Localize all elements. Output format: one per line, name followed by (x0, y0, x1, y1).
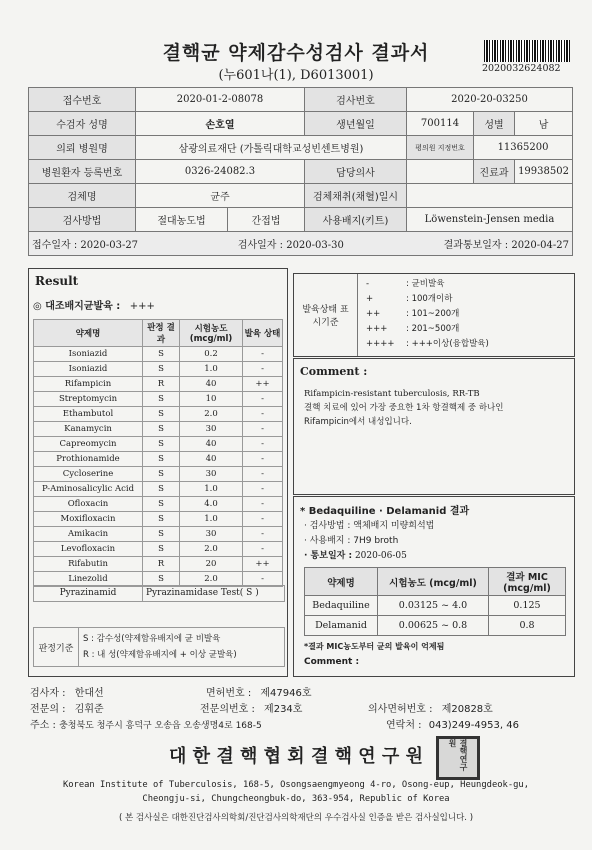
page-title: 결핵균 약제감수성검사 결과서 (162, 42, 430, 64)
result-table (33, 319, 283, 587)
result-row (34, 362, 283, 377)
concentration: 0.2 (180, 347, 243, 362)
bdq-note: *결과 MIC농도부터 균의 발육이 억제됨 (304, 642, 445, 651)
comment-line-1: Rifampicin-resistant tuberculosis, RR-TB (304, 389, 480, 399)
dept-no: 19938502 (515, 160, 573, 184)
growth-state: - (243, 392, 283, 407)
growth-state: - (243, 452, 283, 467)
growth-state: - (243, 497, 283, 512)
growth-meaning: : +++이상(융합발육) (406, 339, 489, 349)
comment-label: Comment : (300, 365, 368, 378)
drug-name: Isoniazid (34, 362, 143, 377)
drug-name: Rifampicin (34, 377, 143, 392)
result-row (34, 407, 283, 422)
criteria-s: S : 감수성(약제함유배지에 균 비발육 (83, 634, 221, 644)
contact-line (386, 716, 519, 731)
mic-value: 0.8 (489, 616, 566, 636)
drug-name: Rifabutin (34, 557, 143, 572)
organization-name: 대 한 결 핵 협 회 결 핵 연 구 원 (169, 746, 423, 767)
growth-legend-item (366, 337, 489, 352)
growth-value: +++ (129, 301, 155, 312)
concentration: 10 (180, 392, 243, 407)
patient-info-table (28, 87, 573, 256)
patient-name: 손호열 (136, 112, 305, 136)
result-label: Result (35, 274, 79, 288)
comment-line-2: 결핵 치료에 있어 가장 중요한 1차 항결핵제 중 하나인 (304, 403, 504, 413)
designated-label: 평의원 지정번호 (407, 136, 474, 160)
result-row (34, 347, 283, 362)
sex: 남 (515, 112, 573, 136)
judgement: S (143, 467, 180, 482)
method-label: 검사방법 (29, 208, 136, 232)
concentration: 1.0 (180, 512, 243, 527)
method-a: 절대농도법 (136, 208, 228, 232)
result-row (34, 542, 283, 557)
specimen: 균주 (136, 184, 305, 208)
doctor-license: 제20828호 (441, 704, 493, 715)
doctor-license-line (368, 700, 493, 715)
page-subtitle: (누601나(1), D6013001) (218, 68, 374, 83)
official-seal (436, 736, 480, 780)
concentration: 2.0 (180, 572, 243, 587)
result-panel (28, 268, 288, 677)
growth-symbol: - (366, 279, 370, 289)
result-row (34, 422, 283, 437)
result-row (34, 512, 283, 527)
growth-state: - (243, 512, 283, 527)
result-row (34, 557, 283, 572)
col-concentration: 시험농도 (mcg/ml) (180, 320, 243, 347)
drug-name: Cycloserine (34, 467, 143, 482)
growth-state: ++ (243, 557, 283, 572)
growth-state: - (243, 347, 283, 362)
growth-meaning: : 균비발육 (406, 279, 445, 289)
result-row (34, 482, 283, 497)
growth-state: - (243, 527, 283, 542)
doctor-value (407, 160, 474, 184)
judgement: S (143, 452, 180, 467)
growth-legend-item (366, 307, 489, 322)
exam-date-label: 검사일자 : (237, 240, 284, 251)
result-row (34, 437, 283, 452)
drug-name: Kanamycin (34, 422, 143, 437)
address-line (30, 716, 262, 731)
receipt-no-label: 접수번호 (29, 88, 136, 112)
contact: 043)249-4953, 46 (428, 720, 519, 731)
concentration: 30 (180, 527, 243, 542)
medium-label: 사용배지(키트) (305, 208, 407, 232)
bdq-panel (293, 496, 575, 677)
collect-value (407, 184, 573, 208)
exam-no: 2020-20-03250 (407, 88, 573, 112)
specialist-line (30, 700, 104, 715)
reg-no-label: 병원환자 등록번호 (29, 160, 136, 184)
license-no: 제47946호 (260, 688, 312, 699)
growth-state: - (243, 422, 283, 437)
criteria-r: R : 내 성(약제함유배지에 + 이상 균발육) (83, 650, 237, 660)
bdq-medium: · 사용배지 : 7H9 broth (304, 536, 399, 546)
growth-legend-label: 발육상태 표시기준 (294, 274, 358, 356)
examiner-label: 검사자 : (30, 688, 66, 699)
license-line (206, 684, 312, 699)
examiner-line (30, 684, 104, 699)
pza-row (33, 585, 285, 602)
col-drug: 약제명 (34, 320, 143, 347)
mic-drug: Delamanid (305, 616, 378, 636)
growth-symbol: ++++ (366, 339, 395, 349)
col-judgement: 판정 결과 (143, 320, 180, 347)
mic-col-drug: 약제명 (305, 568, 378, 596)
growth-legend (293, 273, 575, 357)
mic-range: 0.00625 ~ 0.8 (378, 616, 489, 636)
growth-state: ++ (243, 377, 283, 392)
judgement: S (143, 347, 180, 362)
report-date: 2020-04-27 (511, 240, 569, 251)
english-address-line-2: Cheongju-si, Chungcheongbuk-do, 363-954, Republic of Korea (142, 794, 450, 804)
concentration: 40 (180, 377, 243, 392)
drug-name: Prothionamide (34, 452, 143, 467)
result-row (34, 452, 283, 467)
growth-symbol: +++ (366, 324, 388, 334)
mic-value: 0.125 (489, 596, 566, 616)
judgement: S (143, 572, 180, 587)
growth-label: ◎ 대조배지균발육 : (33, 301, 121, 312)
bdq-method: · 검사방법 : 액체배지 미량희석법 (304, 521, 435, 531)
growth-symbol: ++ (366, 309, 381, 319)
growth-state: - (243, 362, 283, 377)
comment-line-3: Rifampicin에서 내성입니다. (304, 417, 412, 427)
receipt-date: 2020-03-27 (80, 240, 139, 251)
license-label: 면허번호 : (206, 688, 252, 699)
growth-meaning: : 100개이하 (406, 294, 453, 304)
pza-test: Pyrazinamidase Test( S ) (146, 588, 259, 598)
hospital-label: 의뢰 병원명 (29, 136, 136, 160)
judgement: S (143, 407, 180, 422)
doctor-label: 담당의사 (305, 160, 407, 184)
concentration: 2.0 (180, 407, 243, 422)
reg-no: 0326-24082.3 (136, 160, 305, 184)
medium: Löwenstein-Jensen media (407, 208, 573, 232)
receipt-no: 2020-01-2-08078 (136, 88, 305, 112)
growth-legend-item (366, 292, 489, 307)
judgement: S (143, 542, 180, 557)
result-row (34, 527, 283, 542)
concentration: 30 (180, 422, 243, 437)
mic-range: 0.03125 ~ 4.0 (378, 596, 489, 616)
specialist: 김휘준 (74, 704, 104, 715)
result-row (34, 467, 283, 482)
pza-name: Pyrazinamid (34, 586, 143, 601)
drug-name: Streptomycin (34, 392, 143, 407)
criteria-label: 판정기준 (34, 628, 79, 666)
contact-label: 연락처 : (386, 720, 422, 731)
specialist-label: 전문의 : (30, 704, 66, 715)
sex-label: 성별 (474, 112, 515, 136)
judgement: S (143, 392, 180, 407)
concentration: 40 (180, 437, 243, 452)
english-address-line-1: Korean Institute of Tuberculosis, 168-5, Osongsaengmyeong 4-ro, Osong-eup, Heungdeok-gu, (62, 780, 530, 790)
specialist-no-label: 전문의번호 : (200, 704, 255, 715)
specialist-no-line (200, 700, 302, 715)
growth-legend-item (366, 322, 489, 337)
mic-drug: Bedaquiline (305, 596, 378, 616)
dob: 700114 (407, 112, 474, 136)
mic-col-concentration: 시험농도 (mcg/ml) (378, 568, 489, 596)
dob-label: 생년월일 (305, 112, 407, 136)
growth-state: - (243, 542, 283, 557)
bdq-title: * Bedaquiline · Delamanid 결과 (300, 506, 470, 517)
drug-name: Moxifloxacin (34, 512, 143, 527)
judgement: R (143, 557, 180, 572)
judgement: S (143, 422, 180, 437)
certification-note: ( 본 검사실은 대한진단검사의학회/진단검사의학재단의 우수검사실 인증을 받은 검사실입니다. ) (118, 813, 474, 823)
growth-symbol: + (366, 294, 374, 304)
growth-state: - (243, 482, 283, 497)
result-row (34, 377, 283, 392)
drug-name: Ofloxacin (34, 497, 143, 512)
specialist-no: 제234호 (264, 704, 303, 715)
patient-label: 수검자 성명 (29, 112, 136, 136)
result-row (34, 392, 283, 407)
concentration: 20 (180, 557, 243, 572)
drug-name: Levofloxacin (34, 542, 143, 557)
designated-no: 11365200 (474, 136, 573, 160)
growth-state: - (243, 437, 283, 452)
barcode-number: 2020032624082 (482, 63, 561, 74)
col-growth: 발육 상태 (243, 320, 283, 347)
address-label: 주소 : (30, 720, 56, 731)
hospital-name: 삼광의료재단 (가톨릭대학교성빈센트병원) (136, 136, 407, 160)
growth-state: - (243, 572, 283, 587)
judgement: S (143, 362, 180, 377)
bdq-report-label: · 통보일자 : (304, 551, 353, 561)
growth-state: - (243, 467, 283, 482)
comment-panel (293, 358, 575, 495)
bdq-report-date: 2020-06-05 (354, 551, 407, 561)
concentration: 1.0 (180, 362, 243, 377)
drug-name: Ethambutol (34, 407, 143, 422)
exam-date: 2020-03-30 (286, 240, 344, 251)
bdq-comment-label: Comment : (304, 657, 360, 667)
drug-name: Isoniazid (34, 347, 143, 362)
examiner: 한대선 (74, 688, 104, 699)
concentration: 4.0 (180, 497, 243, 512)
mic-table (304, 567, 566, 636)
address: 충청북도 청주시 흥덕구 오송읍 오송생명4로 168-5 (59, 721, 262, 731)
concentration: 1.0 (180, 482, 243, 497)
judgement: S (143, 497, 180, 512)
method-b: 간접법 (228, 208, 305, 232)
report-date-label: 결과통보일자 : (443, 240, 509, 251)
mic-col-result: 결과 MIC (mcg/ml) (489, 568, 566, 596)
specimen-label: 검체명 (29, 184, 136, 208)
drug-name: P-Aminosalicylic Acid (34, 482, 143, 497)
growth-meaning: : 101~200개 (406, 309, 460, 319)
criteria-box (33, 627, 285, 667)
judgement: S (143, 437, 180, 452)
result-row (34, 497, 283, 512)
growth-meaning: : 201~500개 (406, 324, 460, 334)
collect-label: 검체채취(채혈)일시 (305, 184, 407, 208)
concentration: 40 (180, 452, 243, 467)
concentration: 30 (180, 467, 243, 482)
exam-no-label: 검사번호 (305, 88, 407, 112)
drug-name: Capreomycin (34, 437, 143, 452)
receipt-date-label: 접수일자 : (32, 240, 78, 251)
growth-legend-item (366, 277, 489, 292)
judgement: R (143, 377, 180, 392)
judgement: S (143, 527, 180, 542)
judgement: S (143, 512, 180, 527)
growth-state: - (243, 407, 283, 422)
barcode (484, 40, 570, 62)
doctor-license-label: 의사면허번호 : (368, 704, 433, 715)
drug-name: Linezolid (34, 572, 143, 587)
dept-label: 진료과 (474, 160, 515, 184)
judgement: S (143, 482, 180, 497)
drug-name: Amikacin (34, 527, 143, 542)
concentration: 2.0 (180, 542, 243, 557)
seal-text: 결핵연구원 (448, 739, 468, 771)
